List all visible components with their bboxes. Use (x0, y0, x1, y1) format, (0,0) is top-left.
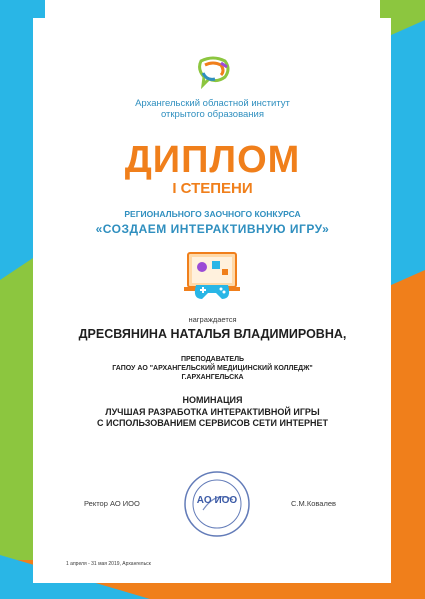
contest-dates: 1 апреля - 31 мая 2019, Архангельск (66, 561, 151, 567)
institute-name (0, 98, 425, 120)
recipient-city: Г.АРХАНГЕЛЬСКА (181, 374, 244, 381)
institute-name-line1: Архангельский областной институт (135, 98, 290, 109)
awarded-text: награждается (188, 315, 237, 324)
contest-type: РЕГИОНАЛЬНОГО ЗАОЧНОГО КОНКУРСА (124, 209, 301, 219)
nomination-line2: С ИСПОЛЬЗОВАНИЕМ СЕРВИСОВ СЕТИ ИНТЕРНЕТ (96, 418, 328, 428)
diploma-title: ДИПЛОМ (124, 139, 301, 181)
stamp-text: АО ИОО (196, 495, 238, 506)
recipient-organization: ГАПОУ АО "АРХАНГЕЛЬСКИЙ МЕДИЦИНСКИЙ КОЛЛЕДЖ" (112, 365, 313, 372)
official-stamp (183, 470, 251, 538)
institute-name-line2: открытого образования (160, 109, 265, 120)
rector-name: С.М.Ковалев (291, 499, 336, 508)
institute-logo-icon (193, 55, 233, 93)
nomination-line1: ЛУЧШАЯ РАЗРАБОТКА ИНТЕРАКТИВНОЙ ИГРЫ (105, 407, 320, 417)
recipient-position: ПРЕПОДАВАТЕЛЬ (180, 356, 245, 363)
rector-title: Ректор АО ИОО (84, 499, 140, 508)
nomination-label: НОМИНАЦИЯ (182, 395, 243, 405)
contest-name: «СОЗДАЕМ ИНТЕРАКТИВНУЮ ИГРУ» (95, 222, 330, 236)
recipient-name: ДРЕСВЯНИНА НАТАЛЬЯ ВЛАДИМИРОВНА, (78, 327, 347, 341)
diploma-degree: I СТЕПЕНИ (172, 180, 253, 197)
game-controller-icon (182, 251, 242, 303)
